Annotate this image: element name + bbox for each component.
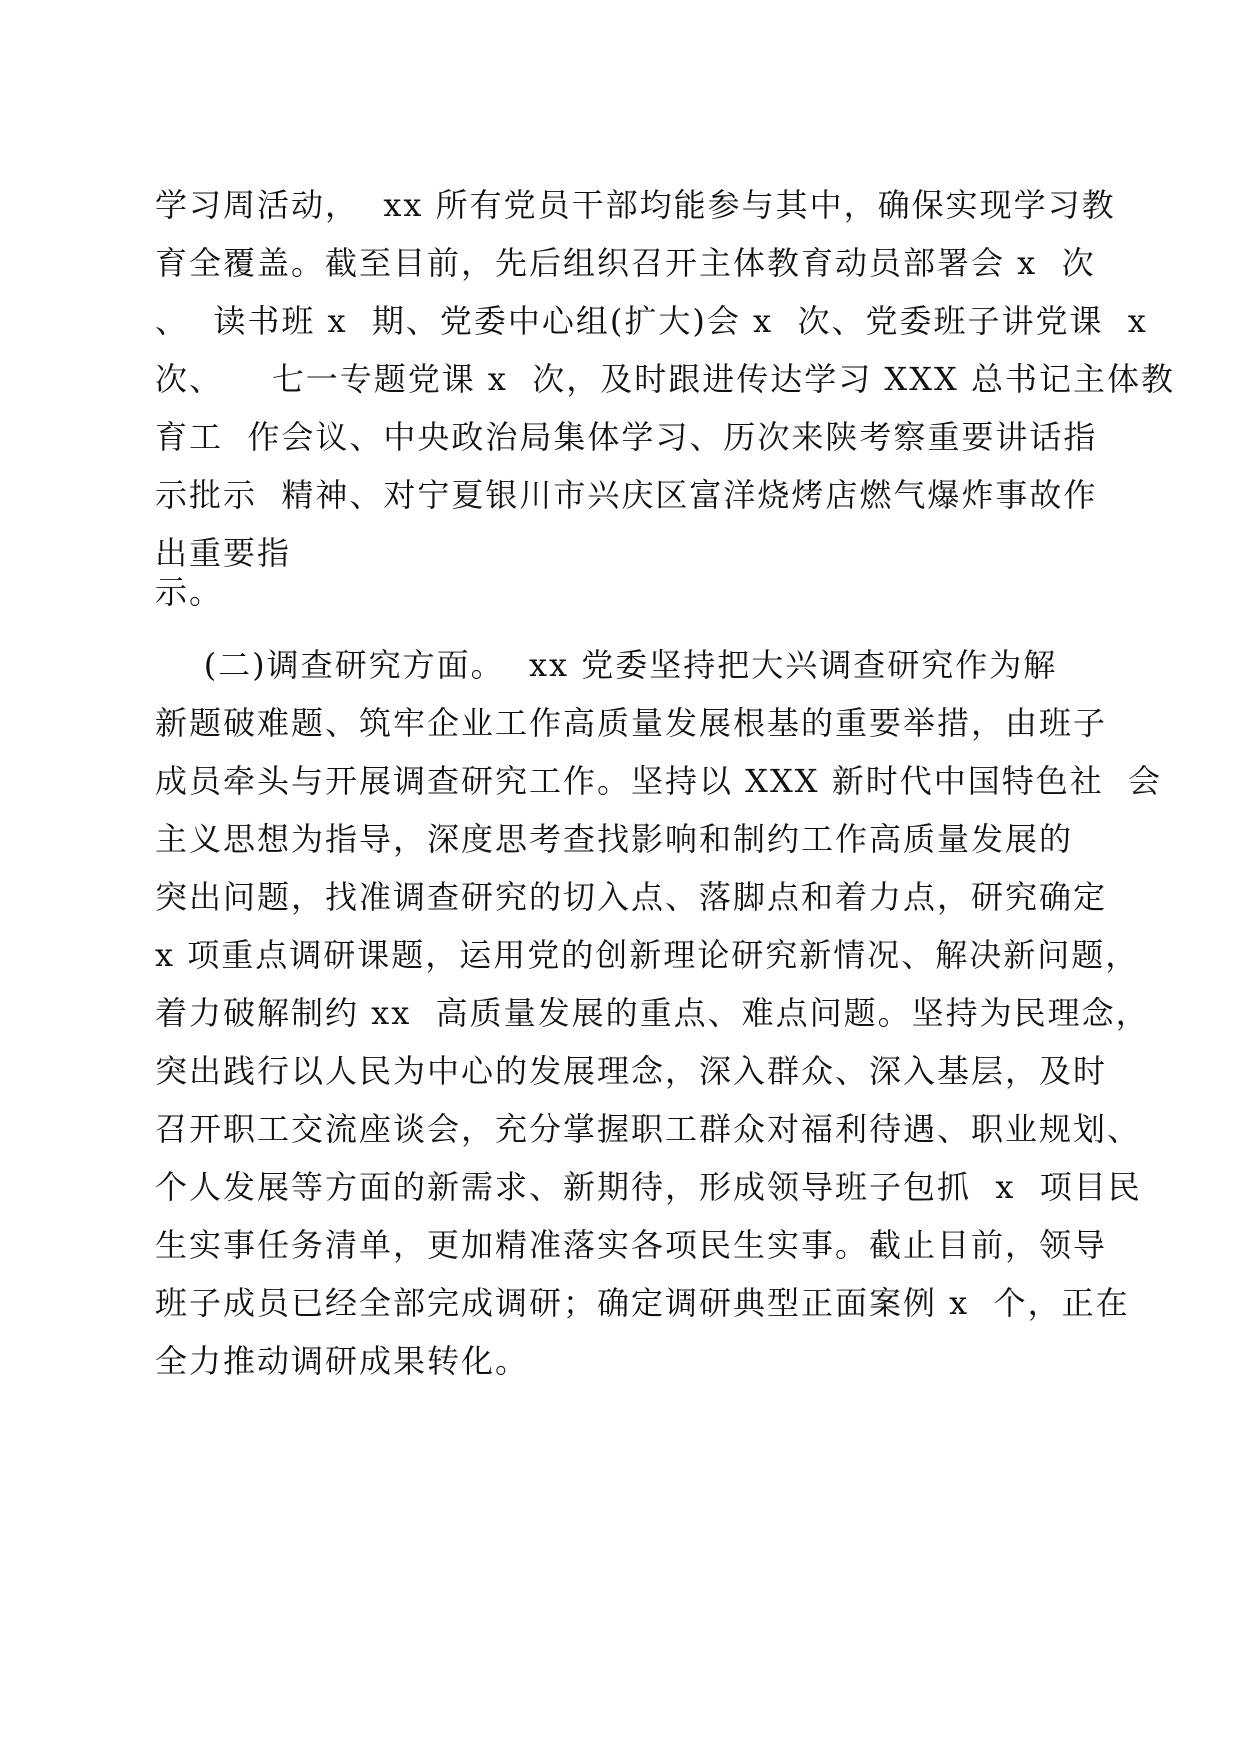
paragraph-investigation-research [155,636,1163,1390]
text-line: 育工 作会议、中央政治局集体学习、历次来陕考察重要讲话指 [155,418,1098,456]
text-line: 召开职工交流座谈会，充分掌握职工群众对福利待遇、职业规划、 [155,1110,1142,1148]
text-line: 生实事任务清单，更加精准落实各项民生实事。截止目前，领导 [155,1226,1108,1264]
text-line: 班子成员已经全部完成调研；确定调研典型正面案例 x 个，正在 [155,1284,1130,1322]
text-line: 出重要指 [155,534,292,572]
text-line: 着力破解制约 xx 高质量发展的重点、难点问题。坚持为民理念， [155,994,1150,1032]
text-line: 示批示 精神、对宁夏银川市兴庆区富洋烧烤店燃气爆炸事故作 [155,476,1098,514]
paragraph-tail [155,563,1105,621]
text-line: 突出践行以人民为中心的发展理念，深入群众、深入基层，及时 [155,1052,1108,1090]
text-line: 次、 七一专题党课 x 次，及时跟进传达学习 XXX 总书记主体教 [155,360,1175,398]
text-line: 突出问题，找准调查研究的切入点、落脚点和着力点，研究确定 [155,878,1108,916]
text-line: 学习周活动， xx 所有党员干部均能参与其中，确保实现学习教 [155,186,1116,224]
text-line: 个人发展等方面的新需求、新期待，形成领导班子包抓 x 项目民 [155,1168,1142,1206]
text-line: 新题破难题、筑牢企业工作高质量发展根基的重要举措，由班子 [155,704,1108,742]
text-line: 育全覆盖。截至目前，先后组织召开主体教育动员部署会 x 次 [155,244,1096,282]
text-line: 、 读书班 x 期、党委中心组(扩大)会 x 次、党委班子讲党课 x [155,302,1148,340]
text-line: 成员牵头与开展调查研究工作。坚持以 XXX 新时代中国特色社 会 [155,762,1163,800]
text-line: x 项重点调研课题，运用党的创新理论研究新情况、解决新问题， [155,936,1140,974]
text-line: 全力推动调研成果转化。 [155,1342,530,1380]
text-line: 主义思想为指导，深度思考查找影响和制约工作高质量发展的 [155,820,1074,858]
text-line: 示。 [155,573,224,611]
text-line: (二)调查研究方面。 xx 党委坚持把大兴调查研究作为解 [155,646,1058,684]
paragraph-study-activities [155,176,1175,582]
